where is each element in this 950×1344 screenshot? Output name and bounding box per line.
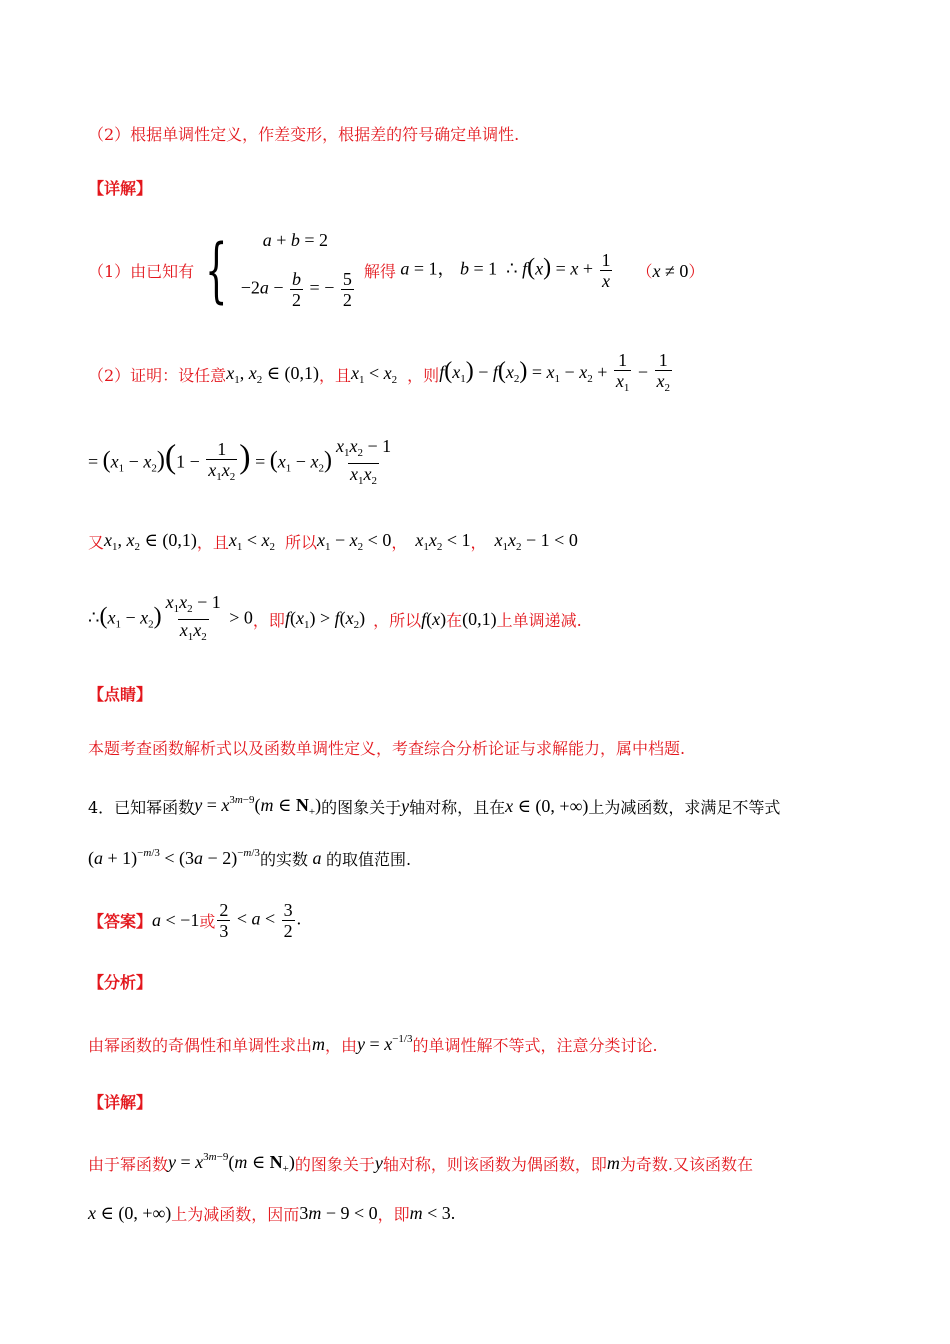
analysis-line bbox=[88, 1026, 658, 1062]
answer-part-2: $\frac{2}{3}$ < a < $\frac{3}{2}$ . bbox=[219, 899, 302, 941]
analysis-text-1: 由幂函数的奇偶性和单调性求出 bbox=[88, 1035, 313, 1055]
part2-line bbox=[88, 348, 674, 400]
detail2-heading bbox=[88, 1090, 152, 1113]
part1-prefix: （1）由已知有 bbox=[88, 261, 195, 281]
q4-inequality: $(a + 1)^{-m/3} < (3a - 2)^{-m/3}$ bbox=[88, 847, 260, 868]
analysis-heading-text: 【分析】 bbox=[88, 973, 153, 992]
detail-heading bbox=[88, 176, 152, 199]
part2-set: $x_1$, $x_2$ ∈ (0,1) bbox=[226, 362, 319, 386]
p4-set: $x_1$, $x_2$ ∈ (0,1) bbox=[104, 530, 197, 553]
p5-dec: 上单调递减. bbox=[496, 610, 582, 630]
question-4-line-2 bbox=[88, 840, 411, 876]
detail2-line-1 bbox=[88, 1146, 753, 1180]
q4-function: $y = x^{3m-9}(m$ ∈ $N_+$) bbox=[194, 794, 322, 818]
p5-in: 在 bbox=[446, 610, 463, 630]
detail-heading-text: 【详解】 bbox=[88, 179, 153, 198]
d2-text-2: 的图象关于 bbox=[294, 1154, 375, 1174]
p4-result2: $x_1x_2 < 1$ bbox=[415, 530, 471, 553]
answer-line bbox=[88, 898, 301, 942]
p4-and: ，且 bbox=[196, 533, 229, 552]
part2-order: $x_1 < x_2$ bbox=[351, 362, 398, 386]
q4-yaxis: y bbox=[401, 795, 410, 816]
d2-function: $y = x^{3m-9}(m$ ∈ $N_+$) bbox=[168, 1151, 295, 1175]
inequality-line: 又 $x_1$, $x_2$ ∈ (0,1) ，且 $x_1 < x_2$ 所以 $x_1 - x_2 < 0$ ， $x_1x_2 < 1$ ， $x_1x_2 - 1 < 0$ bbox=[88, 530, 578, 553]
d2-result: m < 3. bbox=[409, 1202, 456, 1223]
q4-mid2: 轴对称，且在 bbox=[409, 797, 506, 817]
question-4-line-1 bbox=[88, 788, 780, 824]
part1-line bbox=[88, 228, 704, 312]
factorization-line bbox=[88, 435, 395, 488]
p5-compare: $f(x_1) > f(x_2)$ bbox=[284, 607, 366, 631]
equation-system bbox=[241, 230, 356, 310]
q4-mid3: 上为减函数，求满足不等式 bbox=[588, 797, 781, 817]
remark-text: 本题考查函数解析式以及函数单调性定义，考查综合分析论证与求解能力，属中档题. bbox=[88, 739, 686, 758]
analysis-m: m bbox=[312, 1033, 326, 1054]
d2-text-4: 为奇数.又该函数在 bbox=[619, 1154, 754, 1174]
analysis-text-2: ，由 bbox=[325, 1035, 358, 1055]
remark-line bbox=[88, 736, 685, 759]
p4-result3: $x_1x_2 - 1 < 0$ bbox=[494, 530, 578, 553]
answer-or: 或 bbox=[199, 911, 216, 931]
p5-fx: f(x) bbox=[421, 608, 447, 629]
solution-values: a = 1， b = 1 ∴ f(x) = x + $\frac{1}{x}$ bbox=[400, 249, 611, 291]
part2-and: ，且 bbox=[319, 365, 352, 385]
analysis-text-3: 的单调性解不等式，注意分类讨论. bbox=[412, 1035, 658, 1055]
p5-interval: (0,1) bbox=[462, 608, 497, 629]
detail2-line-2 bbox=[88, 1198, 455, 1228]
d2-text-3: 轴对称，则该函数为偶函数，即 bbox=[382, 1154, 607, 1174]
q4-interval: x ∈ (0, +∞) bbox=[505, 795, 589, 816]
remark-heading bbox=[88, 682, 152, 705]
hint-line-2 bbox=[88, 122, 519, 145]
factorization-expr: = $(x_1 - x_2)(1$ − $\frac{1}{x_1x_2}$ ) = $(x_1 - x_2)$ $\frac{x_1x_2 - 1}{x_1x_2}$ bbox=[88, 436, 395, 491]
part2-then: ，则 bbox=[407, 365, 440, 385]
q4-end: 的实数 bbox=[259, 849, 308, 869]
conclusion-line bbox=[88, 591, 582, 644]
d2-ineq: 3m − 9 < 0 bbox=[299, 1202, 378, 1223]
left-brace: { bbox=[205, 229, 228, 311]
q4-end2: 的取值范围. bbox=[325, 849, 412, 869]
d2-text-5: 上为减函数，因而 bbox=[171, 1204, 300, 1224]
answer-part-1: a < −1 bbox=[152, 909, 200, 930]
analysis-heading bbox=[88, 970, 152, 993]
part2-prefix: （2）证明：设任意 bbox=[88, 365, 227, 385]
conclusion-expr: $\therefore(x_1 - x_2)$ $\frac{x_1x_2 - 1}{x_1x_2}$ > 0 bbox=[88, 592, 253, 647]
analysis-function: $y = x^{-1/3}$ bbox=[357, 1033, 413, 1054]
detail2-heading-text: 【详解】 bbox=[88, 1093, 153, 1112]
d2-text-1: 由于幂函数 bbox=[88, 1154, 169, 1174]
part2-difference: $f(x_1) - f(x_2) = x_1 - x_2$ + $\frac{1}{x_1}$ − $\frac{1}{x_2}$ bbox=[439, 350, 674, 398]
hint-text: （2）根据单调性定义，作差变形，根据差的符号确定单调性. bbox=[88, 125, 520, 144]
equation-1: a + b = 2 bbox=[262, 230, 329, 250]
part1-solve: 解得 bbox=[363, 261, 396, 281]
p4-prefix: 又 bbox=[88, 533, 105, 552]
p5-so: ，所以 bbox=[373, 610, 422, 630]
answer-heading: 【答案】 bbox=[88, 911, 153, 931]
d2-y: y bbox=[374, 1152, 383, 1173]
p5-ie: ，即 bbox=[252, 610, 285, 630]
q4-prefix: 4．已知幂函数 bbox=[88, 797, 195, 817]
q4-var-a: a bbox=[307, 847, 326, 868]
part1-condition: （x ≠ 0） bbox=[636, 260, 705, 281]
q4-mid: 的图象关于 bbox=[321, 797, 402, 817]
d2-m: m bbox=[606, 1152, 620, 1173]
p4-order: $x_1 < x_2$ bbox=[228, 530, 275, 553]
equation-2: −2a − $\frac{b}{2}$ = − $\frac{5}{2}$ bbox=[240, 269, 352, 310]
d2-interval: x ∈ (0, +∞) bbox=[88, 1202, 172, 1223]
remark-heading-text: 【点睛】 bbox=[88, 685, 153, 704]
p4-results: $x_1 - x_2 < 0$ bbox=[317, 530, 392, 553]
d2-text-6: ，即 bbox=[377, 1204, 410, 1224]
p4-so: 所以 bbox=[285, 533, 318, 552]
